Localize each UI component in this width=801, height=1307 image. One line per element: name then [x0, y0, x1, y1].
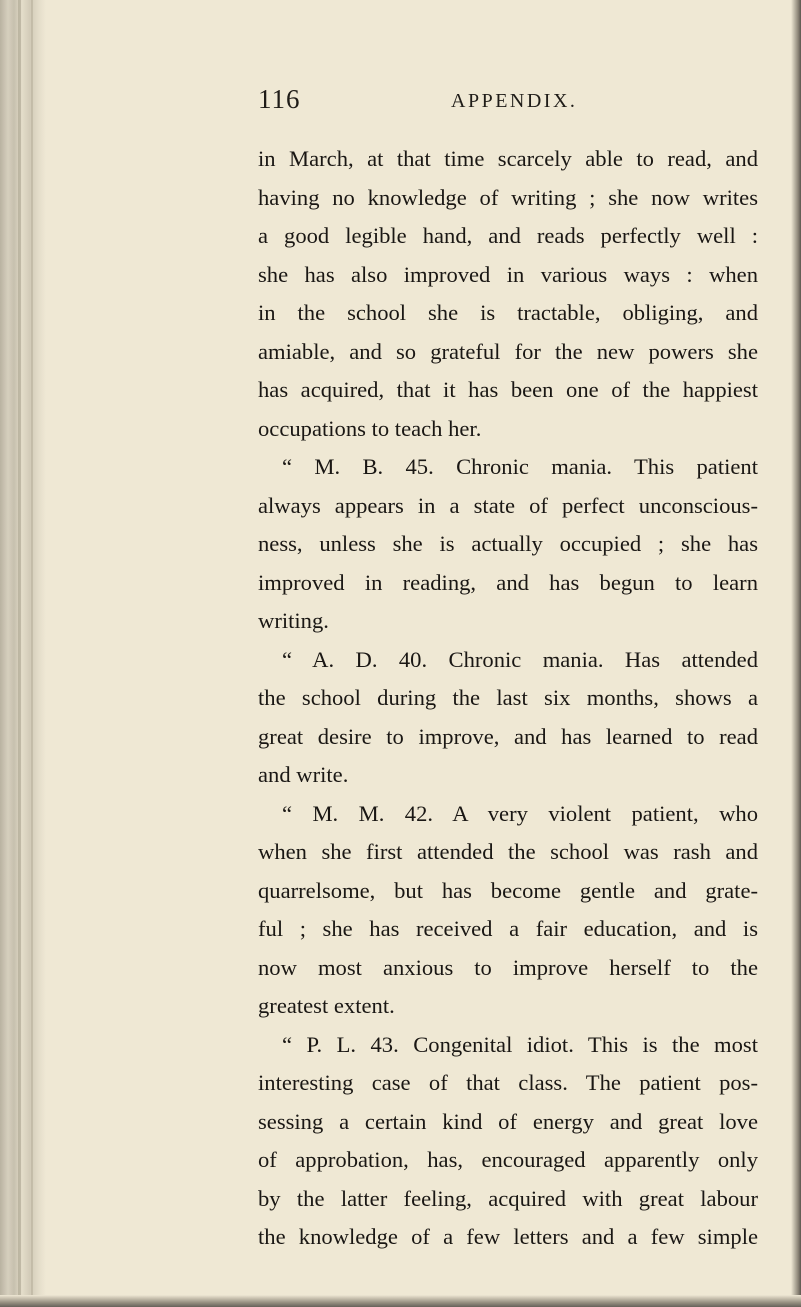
text-line: sessing a certain kind of energy and great love: [258, 1108, 758, 1134]
text-line: great desire to improve, and has learned to read: [258, 723, 758, 749]
text-line: ful ; she has received a fair education, and is: [258, 916, 758, 941]
text-line: “ P. L. 43. Congenital idiot. This is the most: [282, 1031, 758, 1057]
text-line: in the school she is tractable, obliging, and: [258, 300, 758, 325]
gutter-fold-line: [31, 0, 33, 1307]
page-number: 116: [258, 84, 301, 114]
text-line: “ A. D. 40. Chronic mania. Has attended: [282, 646, 758, 672]
text-line: greatest extent.: [258, 993, 395, 1018]
text-line: a good legible hand, and reads perfectly well :: [258, 223, 758, 248]
text-line: when she first attended the school was rash and: [258, 839, 758, 864]
text-line: now most anxious to improve herself to the: [258, 954, 758, 980]
text-line: and write.: [258, 762, 349, 787]
text-line: has acquired, that it has been one of the happiest: [258, 377, 758, 402]
text-line: having no knowledge of writing ; she now writes: [258, 184, 758, 210]
text-line: ness, unless she is actually occupied ; she has: [258, 531, 758, 556]
gutter-fold-line: [18, 0, 21, 1307]
text-line: improved in reading, and has begun to learn: [258, 569, 758, 595]
text-line: she has also improved in various ways : when: [258, 261, 758, 287]
text-line: the school during the last six months, shows a: [258, 685, 758, 710]
body-text: [258, 140, 758, 1257]
page-header: [258, 84, 778, 124]
binding-gutter: [0, 0, 46, 1307]
running-head: APPENDIX.: [451, 90, 578, 112]
text-line: by the latter feeling, acquired with great labour: [258, 1185, 758, 1211]
page-edge-shadow: [791, 0, 801, 1307]
text-line: in March, at that time scarcely able to read, and: [258, 146, 758, 171]
text-line: amiable, and so grateful for the new powers she: [258, 338, 758, 364]
text-line: quarrelsome, but has become gentle and grate-: [258, 877, 758, 903]
text-line: occupations to teach her.: [258, 415, 482, 441]
text-line: the knowledge of a few letters and a few simple: [258, 1224, 758, 1249]
text-line: always appears in a state of perfect unconscious-: [258, 492, 758, 518]
text-line: of approbation, has, encouraged apparently only: [258, 1147, 758, 1172]
text-line: writing.: [258, 608, 329, 633]
text-line: “ M. M. 42. A very violent patient, who: [282, 800, 758, 826]
text-line: interesting case of that class. The patient pos-: [258, 1070, 758, 1095]
text-line: “ M. B. 45. Chronic mania. This patient: [282, 454, 758, 479]
page-bottom-shadow: [0, 1295, 801, 1307]
